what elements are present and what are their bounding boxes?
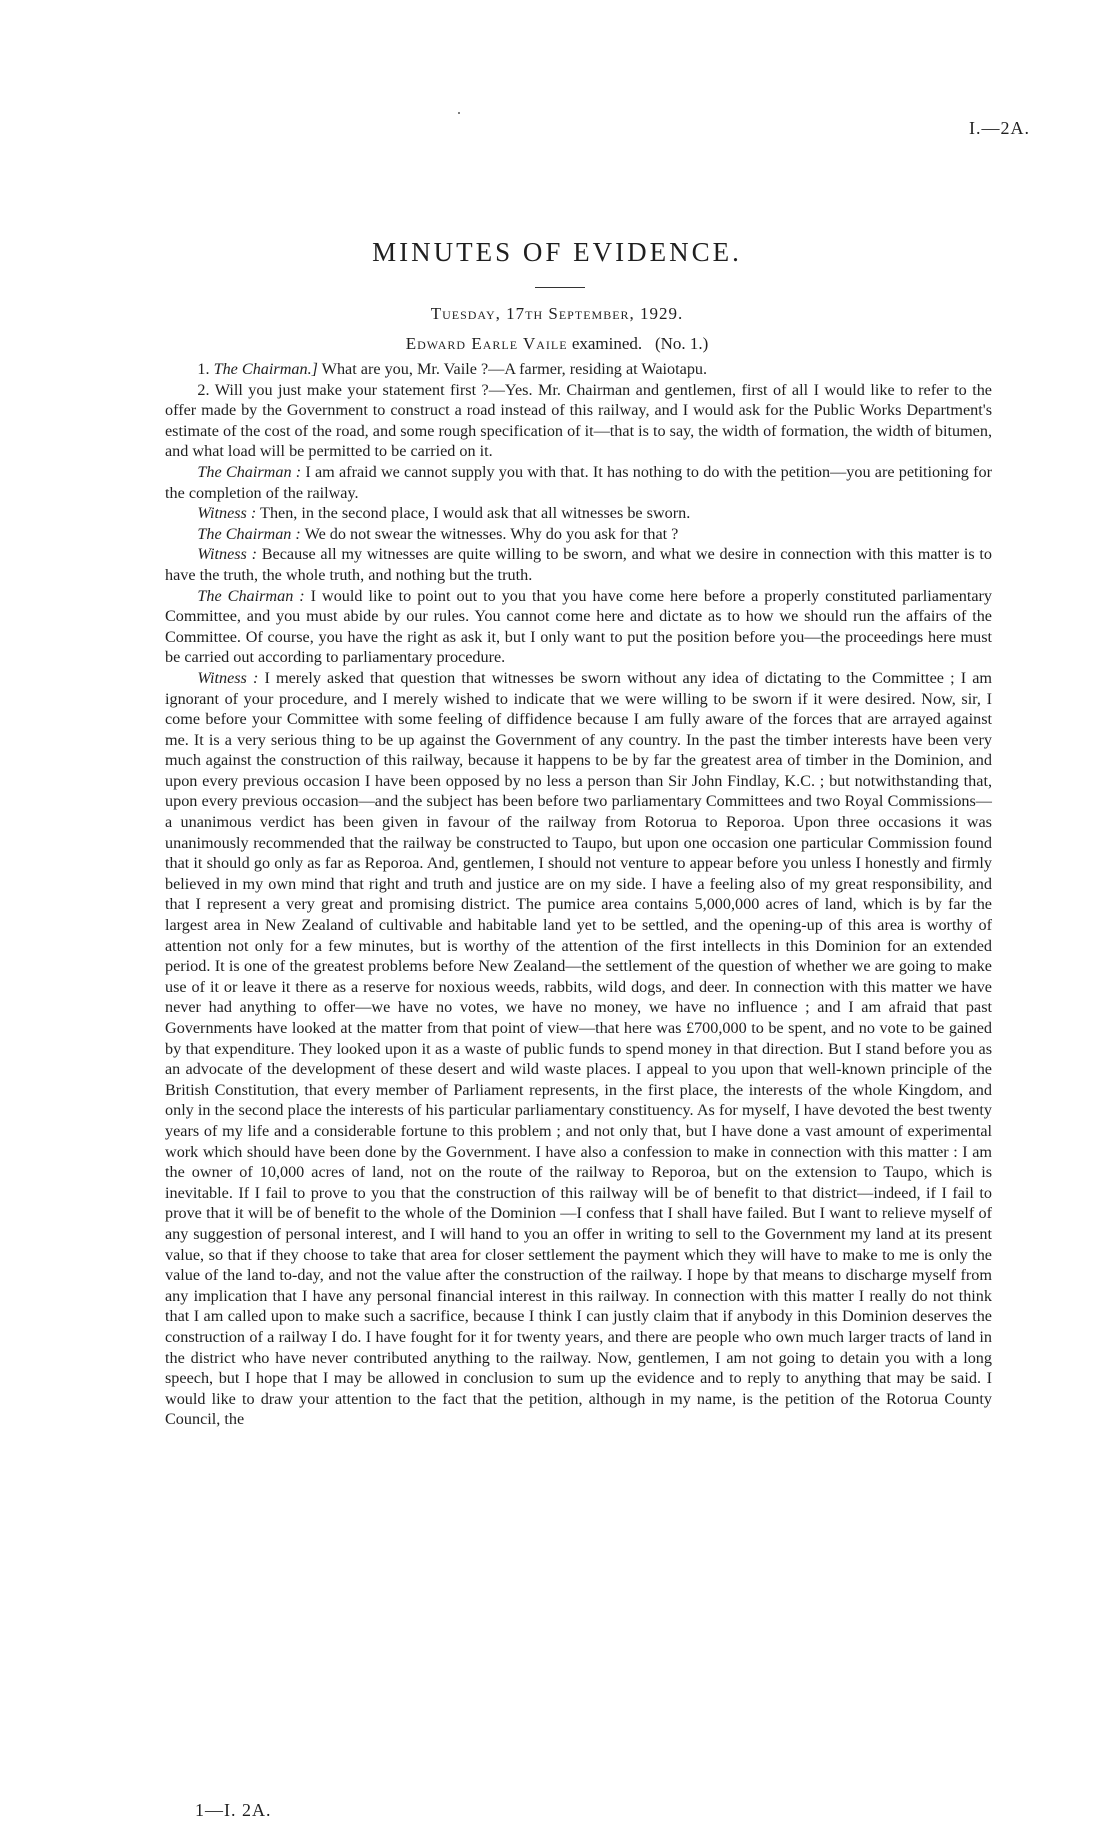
page-signature: 1—I. 2A.	[195, 1800, 272, 1820]
title-rule	[535, 287, 585, 288]
speaker: The Chairman :	[197, 586, 305, 605]
speaker: Witness :	[197, 545, 257, 564]
paragraph: The Chairman : I would like to point out to you that you have come here before a properly constituted parliamentary Committee, and you must abide by our rules. You cannot come here and dictate as to how we should run the affairs of the Committee. Of course, you have the right as ask it, but I only want to put the position before you—the proceedings here must be carried out according to parliamentary procedure.	[165, 586, 992, 667]
speaker: Witness :	[197, 504, 257, 523]
speaker: The Chairman :	[197, 462, 302, 481]
paragraph: Witness : Then, in the second place, I would ask that all witnesses be sworn.	[197, 504, 691, 523]
page-reference: I.—2A.	[969, 118, 1030, 138]
witness-number: (No. 1.)	[654, 334, 709, 353]
paragraph: The Chairman : I am afraid we cannot supply you with that. It has nothing to do with the petition—you are petitioning for the completion of the railway.	[165, 462, 992, 502]
speaker: Witness :	[197, 668, 259, 687]
paragraph: 2. Will you just make your statement first ?—Yes. Mr. Chairman and gentlemen, first of all I would like to refer to the offer made by the Government to construct a road instead of this railway, and I would ask for the Public Works Department's estimate of the cost of the road, and some rough specification of it—that is to say, the width of formation, the width of bitumen, and what load will be permitted to be carried on it.	[165, 380, 992, 461]
witness-status: examined.	[571, 334, 643, 353]
paragraph: Witness : Because all my witnesses are quite willing to be sworn, and what we desire in connection with this matter is to have the truth, the whole truth, and nothing but the truth.	[165, 545, 992, 584]
witness-name: Edward Earle Vaile	[405, 334, 568, 353]
paragraph: 1. The Chairman.] What are you, Mr. Vaile ?—A farmer, residing at Waiotapu.	[197, 360, 708, 378]
paragraph: Witness : I merely asked that question that witnesses be sworn without any idea of dictating to the Committee ; I am ignorant of your procedure, and I merely wished to indicate that we were willing to be sworn if it were desired. Now, sir, I come before your Committee with some feeling of diffidence because I am fully aware of the forces that are arrayed against me. It is a very serious thing to be up against the Government of any country. In the past the timber interests have been very much against the construction of this railway, because it happens to be by far the greatest area of timber in the Dominion, and upon every previous occasion I have been opposed by no less a person than Sir John Findlay, K.C. ; but notwithstanding that, upon every previous occasion—and the subject has been before two parliamentary Committees and two Royal Commissions—a unanimous verdict has been given in favour of the railway from Rotorua to Reporoa. Upon three occasions it was unanimously recommended that the railway be constructed to Taupo, but upon one occasion one particular Commission found that it should go only as far as Reporoa. And, gentlemen, I should not venture to appear before you unless I honestly and firmly believed in my own mind that right and truth and justice are on my side. I have a feeling also of my great responsibility, and that I represent a very great and promising district. The pumice area contains 5,000,000 acres of land, which is by far the largest area in New Zealand of cultivable and habitable land yet to be settled, and the opening-up of this area is worthy of attention not only for a few minutes, but is worthy of the attention of the first intellects in this Dominion for an extended period. It is one of the greatest problems before New Zealand—the settlement of the question of whether we are going to make use of it or leave it there as a reserve for noxious weeds, rabbits, wild dogs, and deer. In connection with this matter we have never had anything to offer—we have no votes, we have no money, we have no influence ; and I am afraid that past Governments have looked at the matter from that point of view—that here was £700,000 to be spent, and no vote to be gained by that expenditure. They looked upon it as a waste of public funds to spend money in that direction. But I stand before you as an advocate of the development of these desert and wild waste places. I appeal to you upon that well-known principle of the British Constitution, that every member of Parliament represents, in the first place, the interests of the whole Kingdom, and only in the second place the interests of his particular parliamentary constituency. As for myself, I have devoted the best twenty years of my life and a considerable fortune to this problem ; and not only that, but I have done a vast amount of experimental work which should have been done by the Government. I have also a confession to make in connection with this matter : I am the owner of 10,000 acres of land, not on the route of the railway to Reporoa, but on the extension to Taupo, which is inevitable. If I fail to prove to you that the construction of this railway will be of benefit to that district—indeed, if I fail to prove that it will be of benefit to the whole of the Dominion —I confess that I shall have failed. But I want to relieve myself of any suggestion of personal interest, and I will hand to you an offer in writing to sell to the Government my land at its present value, so that if they choose to take that area for closer settlement the payment which they will have to make to me is only the value of the land to-day, and not the value after the construction of the railway. I hope by that means to discharge myself from any implication that I have any personal financial interest in this railway. In connection with this matter I really do not think that I am called upon to make such a sacrifice, because I think I can justly claim that if anybody in this Dominion deserves the construction of a railway I do. I have fought for it for twenty years, and there are people who own much larger tracts of land in the district who have never contributed anything to the railway. Now, gentlemen, I am not going to detain you with a long speech, but I hope that I may be allowed in conclusion to sum up the evidence and to reply to anything that may be said. I would like to draw your attention to the fact that the petition, although in my name, is the petition of the Rotorua County Council, the	[165, 668, 992, 1429]
speaker: The Chairman.]	[213, 360, 318, 378]
print-speck	[458, 112, 460, 114]
speaker: The Chairman :	[197, 524, 301, 543]
document-title: MINUTES OF EVIDENCE.	[372, 237, 742, 267]
witness-heading	[0, 334, 1114, 354]
evidence-body	[165, 359, 992, 1430]
session-date: Tuesday, 17th September, 1929.	[430, 304, 684, 323]
paragraph: The Chairman : We do not swear the witnesses. Why do you ask for that ?	[197, 524, 679, 543]
